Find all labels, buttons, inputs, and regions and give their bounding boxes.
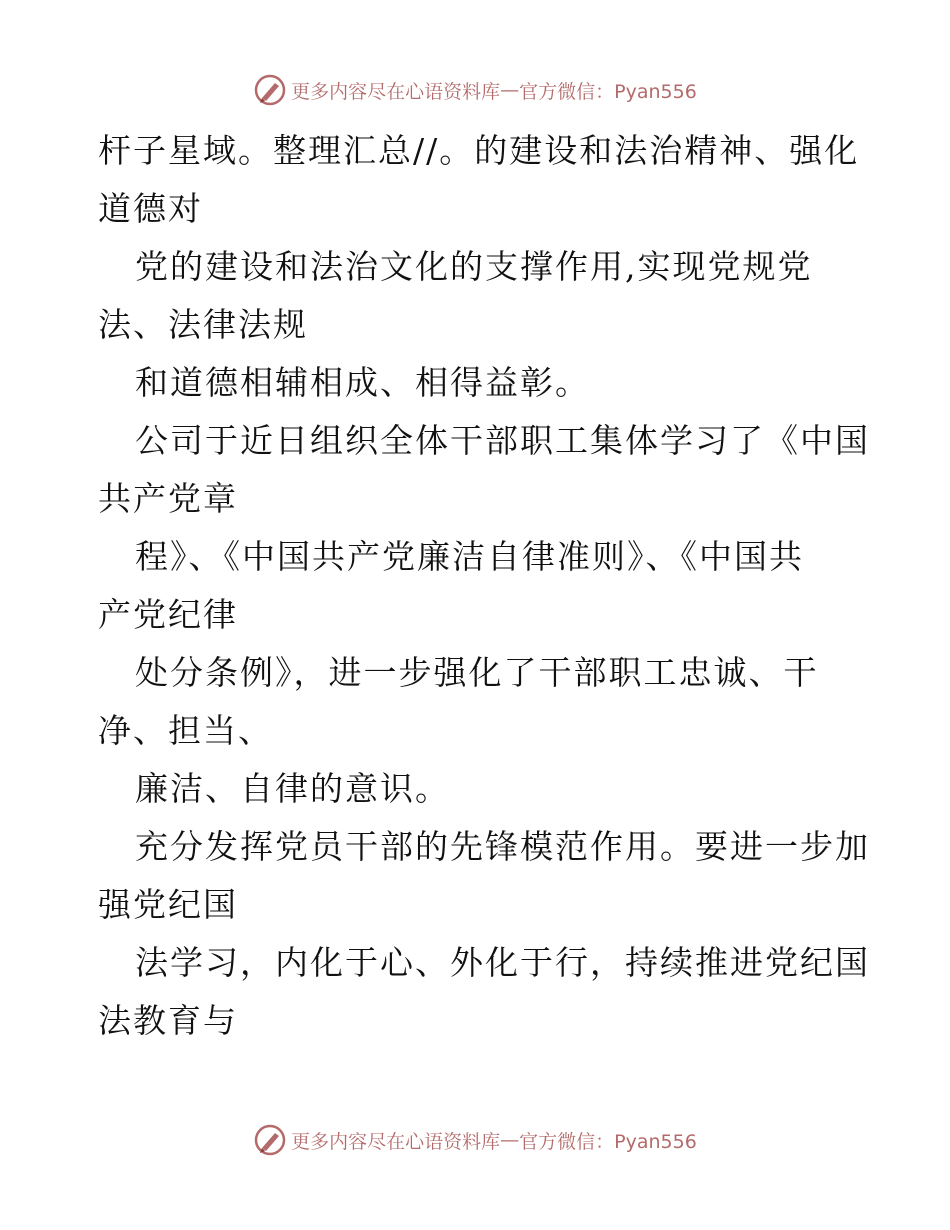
document-body xyxy=(98,122,870,1050)
body-line: 法教育与 xyxy=(98,1001,238,1040)
body-line: 道德对 xyxy=(98,189,203,228)
body-line: 和道德相辅相成、相得益彰。 xyxy=(135,363,590,402)
body-line: 程》、《中国共产党廉洁自律准则》、《中国共 xyxy=(135,537,804,576)
pen-circle-logo-icon xyxy=(253,1123,287,1157)
header-banner xyxy=(0,70,950,110)
footer-banner xyxy=(0,1120,950,1160)
body-line: 法、法律法规 xyxy=(98,305,308,344)
footer-dash: — xyxy=(500,1129,520,1151)
body-line: 党的建设和法治文化的支撑作用,实现党规党 xyxy=(135,247,813,286)
body-line: 强党纪国 xyxy=(98,885,238,924)
body-line: 净、担当、 xyxy=(98,711,273,750)
body-line: 廉洁、自律的意识。 xyxy=(135,769,450,808)
header-wechat-text: 官方微信：Pyan556 xyxy=(519,80,697,103)
body-line: 法学习，内化于心、外化于行，持续推进党纪国 xyxy=(135,943,870,982)
body-line: 充分发挥党员干部的先锋模范作用。要进一步加 xyxy=(135,827,870,866)
body-line: 共产党章 xyxy=(98,479,238,518)
body-line: 处分条例》，进一步强化了干部职工忠诚、干 xyxy=(135,653,819,692)
header-dash: — xyxy=(500,79,520,101)
footer-site-text: 更多内容尽在心语资料库 xyxy=(291,1130,501,1153)
footer-wechat-text: 官方微信：Pyan556 xyxy=(519,1130,697,1153)
pen-circle-logo-icon xyxy=(253,73,287,107)
body-line: 公司于近日组织全体干部职工集体学习了《中国 xyxy=(135,421,870,460)
body-line: 杆子星域。整理汇总//。的建设和法治精神、强化 xyxy=(98,131,860,170)
header-site-text: 更多内容尽在心语资料库 xyxy=(291,80,501,103)
body-line: 产党纪律 xyxy=(98,595,238,634)
